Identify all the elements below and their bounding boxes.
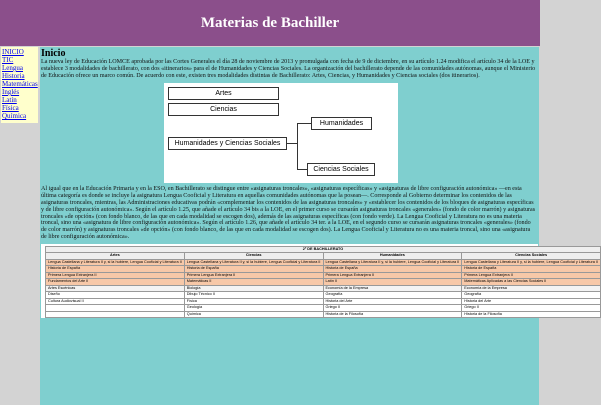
table-cell: Matemáticas Aplicadas a las Ciencias Sociales II bbox=[462, 279, 601, 286]
nav-link-matematicas[interactable]: Matemáticas bbox=[2, 80, 38, 88]
table-cell: Lengua Castellana y Literatura II y, si la hubiere, Lengua Cooficial y Literatura II bbox=[323, 259, 462, 266]
column-header: Humanidades bbox=[323, 253, 462, 260]
nav-link-quimica[interactable]: Química bbox=[2, 112, 27, 120]
table-cell: Lengua Castellana y Literatura II y, si la hubiere, Lengua Cooficial y Literatura II bbox=[184, 259, 323, 266]
column-header: Ciencias bbox=[184, 253, 323, 260]
diagram-box-artes: Artes bbox=[168, 87, 279, 100]
table-cell: Griego II bbox=[462, 305, 601, 312]
diagram-connector bbox=[297, 169, 307, 170]
table-cell: Lengua Castellana y Literatura II y, si la hubiere, Lengua Cooficial y Literatura II bbox=[462, 259, 601, 266]
table-cell: Historia de la Filosofía bbox=[323, 311, 462, 318]
table-cell: Fundamentos del Arte II bbox=[46, 279, 185, 286]
table-cell: Física bbox=[184, 298, 323, 305]
table-cell: Lengua Castellana y Literatura II y, si la hubiere, Lengua Cooficial y Literatura II bbox=[46, 259, 185, 266]
subjects-table bbox=[45, 246, 601, 319]
table-cell: Biología bbox=[184, 285, 323, 292]
modalities-diagram bbox=[164, 83, 398, 183]
nav-link-tic[interactable]: TIC bbox=[2, 56, 14, 64]
table-body bbox=[46, 259, 601, 318]
table-cell: Diseño bbox=[46, 292, 185, 299]
table-cell: Geografía bbox=[462, 292, 601, 299]
diagram-connector bbox=[297, 123, 311, 124]
diagram-box-ciencias-sociales: Ciencias Sociales bbox=[307, 163, 375, 176]
table-cell: Historia del Arte bbox=[323, 298, 462, 305]
table-cell: Geografía bbox=[323, 292, 462, 299]
column-header: Ciencias Sociales bbox=[462, 253, 601, 260]
table-cell: Historia del Arte bbox=[462, 298, 601, 305]
table-row bbox=[46, 311, 601, 318]
column-header: Artes bbox=[46, 253, 185, 260]
body-paragraph: Al igual que en la Educación Primaria y en la ESO, en Bachillerato se distingue entre «asignaturas troncales», «asignaturas específicas» y «asignaturas de libre configuración autonómica» —en esta última categoría es donde se incluye la asignatura Lengua Cooficial y Literatura en aquellas comunidades autónomas que la posean—. Corresponde al Gobierno determinar los contenidos de las asignaturas troncales, mientras, las Administraciones educativas podrán «complementar los contenidos de las asignaturas troncales» y «establecer los contenidos de los bloques de asignaturas específicas y de libre configuración autonómica». Según el artículo 1.25, que añade el artículo 34 bis a la LOE, en el primer curso se cursarán asignaturas troncales «generales» (fondo de color marrón) y asignaturas troncales «de opción» (con fondo blanco, de las que en cada modalidad se escogen dos), además de las asignaturas específicas (con fondo verde). La Lengua Cooficial y Literatura no es una materia troncal, sino una «asignatura de libre configuración autonómica». Según el artículo 1.26, que añade el artículo 34 ter. a la LOE, en el segundo curso se cursarán asignaturas troncales «generales» (fondo de color marrón) y asignaturas troncales «de opción» (con fondo blanco, de las que en cada modalidad se escogen dos). La Lengua Cooficial y Literatura no es una materia troncal, sino una «asignatura de libre configuración autonómica». bbox=[41, 186, 536, 240]
table-cell: Dibujo Técnico II bbox=[184, 292, 323, 299]
table-cell: Cultura Audiovisual II bbox=[46, 298, 185, 305]
table-cell: Historia de España bbox=[184, 266, 323, 273]
nav-link-latin[interactable]: Latín bbox=[2, 96, 17, 104]
table-cell: Historia de la Filosofía bbox=[462, 311, 601, 318]
diagram-box-humanidades-ciencias-sociales: Humanidades y Ciencias Sociales bbox=[168, 137, 287, 150]
table-cell: Primera Lengua Extranjera II bbox=[46, 272, 185, 279]
nav-link-lengua[interactable]: Lengua bbox=[2, 64, 23, 72]
intro-paragraph: La nueva ley de Educación LOMCE aprobada por las Cortes Generales el día 28 de noviembre de 2013 y promulgada con fecha de 9 de diciembre, en su artículo 1.24 modifica el artículo 34 de la LOE y establece 3 modalidades de bachillerato, con dos «itinerarios» para el de Humanidades y Ciencias Sociales. La organización del bachillerato depende de las comunidades autónomas, aunque el Ministerio de Educación ofrece un marco común. De acuerdo con este, existen tres modalidades distintas de Bachillerato: Artes, Ciencias, y Humanidades y Ciencias sociales (dos itinerarios). bbox=[41, 59, 536, 79]
table-cell: Economía de la Empresa bbox=[323, 285, 462, 292]
section-title: Inicio bbox=[41, 48, 66, 59]
diagram-connector bbox=[287, 143, 297, 144]
table-cell: Historia de España bbox=[46, 266, 185, 273]
nav-link-fisica[interactable]: Física bbox=[2, 104, 19, 112]
table-cell: Historia de España bbox=[462, 266, 601, 273]
subjects-table-container bbox=[41, 244, 598, 319]
diagram-box-ciencias: Ciencias bbox=[168, 103, 279, 116]
diagram-connector bbox=[297, 123, 298, 169]
page-title: Materias de Bachiller bbox=[200, 14, 340, 31]
table-cell: Primera Lengua Extranjera II bbox=[462, 272, 601, 279]
table-cell: Latín II bbox=[323, 279, 462, 286]
nav-link-inicio[interactable]: INICIO bbox=[2, 48, 24, 56]
table-cell: Primera Lengua Extranjera II bbox=[323, 272, 462, 279]
diagram-box-humanidades: Humanidades bbox=[311, 117, 372, 130]
table-cell: Economía de la Empresa bbox=[462, 285, 601, 292]
table-cell: Geología bbox=[184, 305, 323, 312]
table-cell: Primera Lengua Extranjera II bbox=[184, 272, 323, 279]
table-cell: Artes Escénicas bbox=[46, 285, 185, 292]
table-title: 2º DE BACHILLERATO bbox=[46, 246, 601, 253]
main-content bbox=[40, 47, 598, 405]
table-cell: Química bbox=[184, 311, 323, 318]
nav-link-ingles[interactable]: Inglés bbox=[2, 88, 20, 96]
table-cell: Historia de España bbox=[323, 266, 462, 273]
sidebar-nav bbox=[1, 47, 38, 123]
nav-link-historia[interactable]: Historia bbox=[2, 72, 25, 80]
table-cell bbox=[46, 311, 185, 318]
page-header bbox=[0, 0, 540, 46]
table-cell: Matemáticas II bbox=[184, 279, 323, 286]
table-cell: Griego II bbox=[323, 305, 462, 312]
